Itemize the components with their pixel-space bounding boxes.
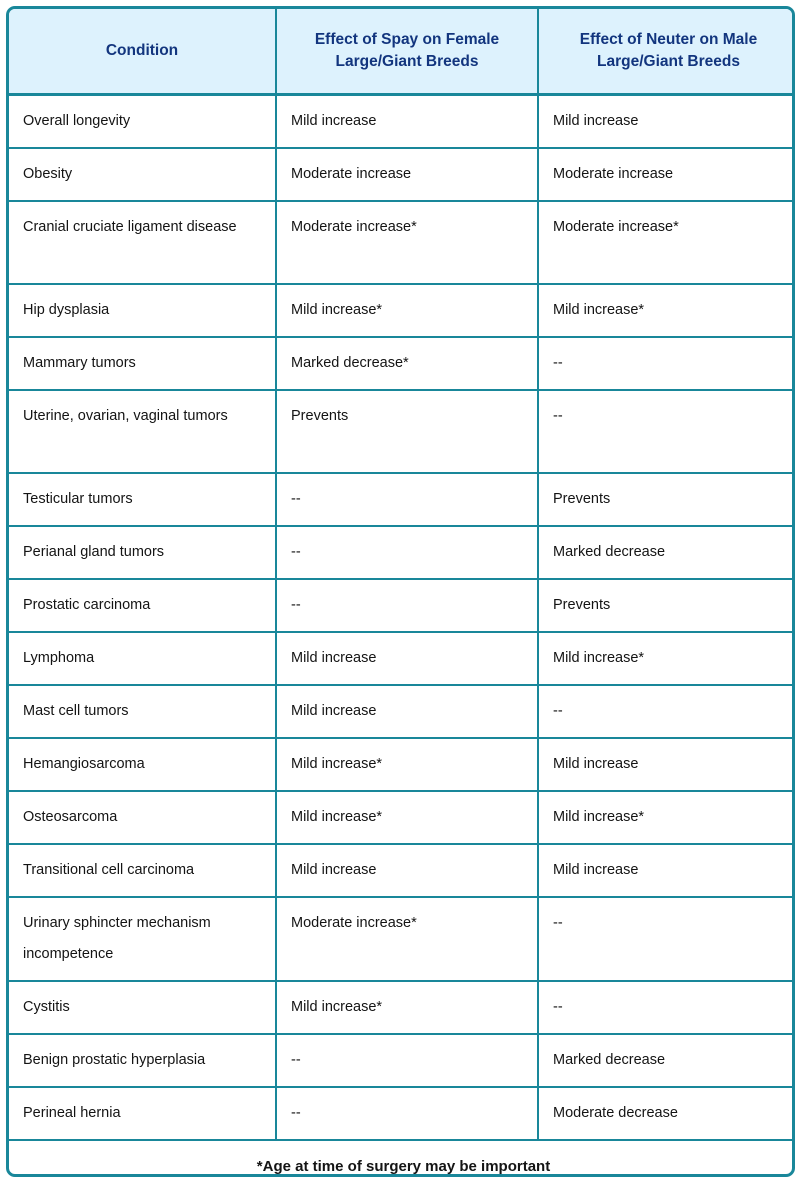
cell-effect-female: Mild increase: [276, 94, 538, 148]
cell-effect-female: Mild increase: [276, 685, 538, 738]
cell-condition: Cystitis: [9, 981, 276, 1034]
cell-effect-female: Moderate increase*: [276, 201, 538, 284]
table-row: [9, 94, 795, 148]
cell-condition: Hip dysplasia: [9, 284, 276, 337]
column-header-male: [538, 9, 795, 94]
cell-condition: Osteosarcoma: [9, 791, 276, 844]
cell-effect-male: Mild increase*: [538, 632, 795, 685]
cell-effect-male: Moderate increase*: [538, 201, 795, 284]
table-row: [9, 897, 795, 981]
cell-effect-female: Mild increase*: [276, 981, 538, 1034]
cell-effect-male: Mild increase: [538, 844, 795, 897]
cell-condition: Testicular tumors: [9, 473, 276, 526]
column-header-female-line2: Large/Giant Breeds: [335, 52, 479, 70]
cell-effect-male: Moderate decrease: [538, 1087, 795, 1140]
cell-effect-female: --: [276, 473, 538, 526]
table-body: [9, 94, 795, 1140]
column-header-condition-label: Condition: [105, 41, 179, 59]
table-header: [9, 9, 795, 94]
cell-effect-male: --: [538, 390, 795, 473]
table-row: [9, 390, 795, 473]
cell-effect-female: --: [276, 526, 538, 579]
cell-condition: Uterine, ovarian, vaginal tumors: [9, 390, 276, 473]
cell-effect-male: Mild increase: [538, 738, 795, 791]
cell-effect-female: Mild increase*: [276, 284, 538, 337]
cell-effect-female: --: [276, 1034, 538, 1087]
table-row: [9, 473, 795, 526]
cell-condition: Lymphoma: [9, 632, 276, 685]
cell-effect-male: Prevents: [538, 579, 795, 632]
cell-condition: Mast cell tumors: [9, 685, 276, 738]
cell-effect-male: Marked decrease: [538, 1034, 795, 1087]
table-row: [9, 1034, 795, 1087]
column-header-male-line2: Large/Giant Breeds: [597, 52, 740, 70]
table-row: [9, 844, 795, 897]
table-row: [9, 791, 795, 844]
cell-effect-female: Mild increase: [276, 632, 538, 685]
table-row: [9, 632, 795, 685]
cell-effect-female: Moderate increase*: [276, 897, 538, 981]
cell-effect-male: Marked decrease: [538, 526, 795, 579]
table-footer: [9, 1140, 795, 1178]
column-header-condition: [9, 9, 276, 94]
header-row: [9, 9, 795, 94]
effects-table-container: [6, 6, 795, 1177]
cell-condition: Overall longevity: [9, 94, 276, 148]
cell-effect-male: --: [538, 685, 795, 738]
column-header-female: [276, 9, 538, 94]
cell-condition: Perineal hernia: [9, 1087, 276, 1140]
cell-effect-female: --: [276, 1087, 538, 1140]
cell-condition: Perianal gland tumors: [9, 526, 276, 579]
table-row: [9, 738, 795, 791]
cell-effect-female: Moderate increase: [276, 148, 538, 201]
cell-condition: Cranial cruciate ligament disease: [9, 201, 276, 284]
table-row: [9, 337, 795, 390]
cell-condition: Benign prostatic hyperplasia: [9, 1034, 276, 1087]
cell-condition: Obesity: [9, 148, 276, 201]
table-row: [9, 579, 795, 632]
cell-condition: Hemangiosarcoma: [9, 738, 276, 791]
cell-effect-female: --: [276, 579, 538, 632]
cell-effect-female: Mild increase*: [276, 791, 538, 844]
cell-effect-female: Prevents: [276, 390, 538, 473]
column-header-female-line1: Effect of Spay on Female: [314, 30, 500, 48]
cell-effect-male: Moderate increase: [538, 148, 795, 201]
cell-condition: Transitional cell carcinoma: [9, 844, 276, 897]
cell-effect-male: Mild increase*: [538, 284, 795, 337]
cell-effect-male: --: [538, 981, 795, 1034]
table-row: [9, 981, 795, 1034]
cell-effect-male: --: [538, 337, 795, 390]
table-row: [9, 284, 795, 337]
table-row: [9, 526, 795, 579]
cell-effect-female: Mild increase*: [276, 738, 538, 791]
cell-condition: Mammary tumors: [9, 337, 276, 390]
spay-neuter-effects-table: [9, 9, 795, 1177]
footnote-row: [9, 1140, 795, 1178]
table-row: [9, 685, 795, 738]
cell-effect-male: Mild increase*: [538, 791, 795, 844]
cell-effect-male: --: [538, 897, 795, 981]
table-row: [9, 1087, 795, 1140]
cell-condition: Urinary sphincter mechanism incompetence: [9, 897, 276, 981]
cell-effect-female: Marked decrease*: [276, 337, 538, 390]
cell-condition: Prostatic carcinoma: [9, 579, 276, 632]
cell-effect-male: Prevents: [538, 473, 795, 526]
cell-effect-female: Mild increase: [276, 844, 538, 897]
cell-effect-male: Mild increase: [538, 94, 795, 148]
footnote-text: *Age at time of surgery may be important: [9, 1140, 795, 1178]
column-header-male-line1: Effect of Neuter on Male: [579, 30, 758, 48]
table-row: [9, 148, 795, 201]
table-row: [9, 201, 795, 284]
